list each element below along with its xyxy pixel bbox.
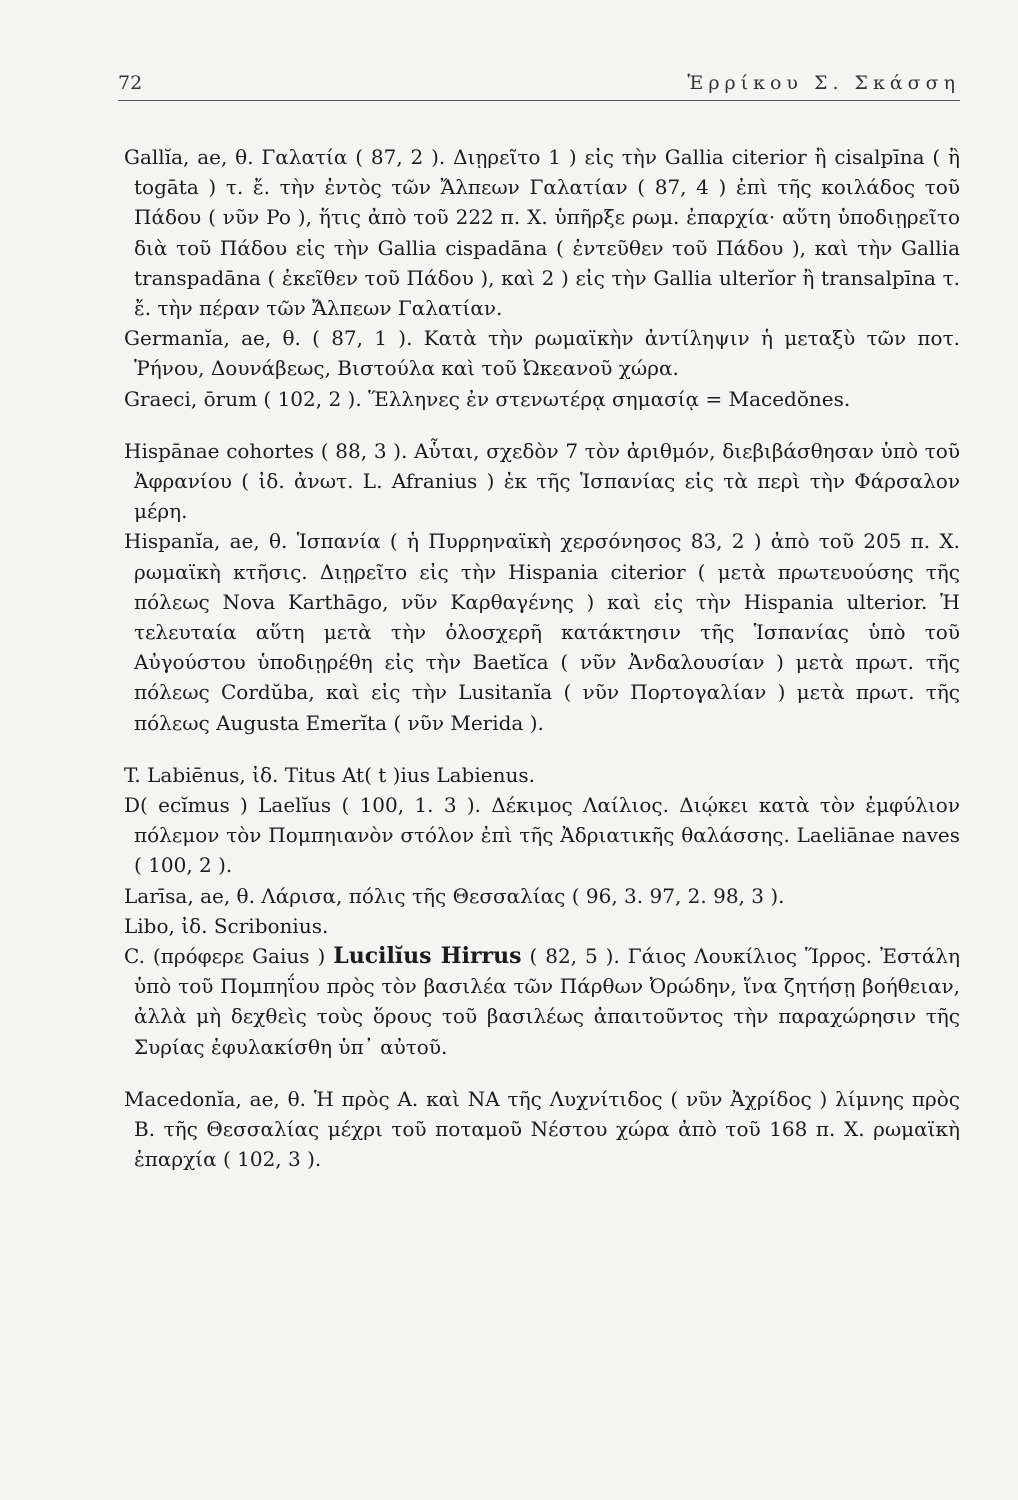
entry-hispanae-cohortes: Hispānae cohortes ( 88, 3 ). Αὗται, σχεδὸν 7 τὸν ἀριθμόν, διεβιβάσθησαν ὑπὸ τοῦ Ἀφρανίου ( ἰδ. ἀνωτ. L. Afranius ) ἐκ τῆς Ἱσπανίας εἰς τὰ περὶ τὴν Φάρσαλον μέρη. xyxy=(124,438,960,524)
entry-hispania: Hispanĭa, ae, θ. Ἱσπανία ( ἡ Πυρρηναϊκὴ χερσόνησος 83, 2 ) ἀπὸ τοῦ 205 π. Χ. ρωμαϊκὴ κτῆσις. Διῃρεῖτο εἰς τὴν Hispania citerior ( μετὰ πρωτευούσης τῆς πόλεως Nova Karthāgo, νῦν Καρθαγένης ) καὶ εἰς τὴν Hispania ulterior. Ἡ τελευταία αὕτη μετὰ τὴν ὁλοσχερῆ κατάκτησιν τῆς Ἱσπανίας ὑπὸ τοῦ Αὐγούστου ὑποδιῃρέθη εἰς τὴν Baetĭca ( νῦν Ἀνδαλουσίαν ) μετὰ πρωτ. τῆς πόλεως Cordŭba, καὶ εἰς τὴν Lusitanĭa ( νῦν Πορτογαλίαν ) μετὰ πρωτ. τῆς πόλεως Augusta Emerĭta ( νῦν Merida ). xyxy=(124,529,960,735)
entry-macedonia: Macedonĭa, ae, θ. Ἡ πρὸς Α. καὶ ΝΑ τῆς Λυχνίτιδος ( νῦν Ἀχρίδος ) λίμνης πρὸς Β. τῆς Θεσσαλίας μέχρι τοῦ ποταμοῦ Νέστου χώρα ἀπὸ τοῦ 168 π. Χ. ρωμαϊκὴ ἐπαρχία ( 102, 3 ). xyxy=(124,1086,960,1172)
page-header xyxy=(118,72,960,101)
entry-libo: Libo, ἰδ. Scribonius. xyxy=(124,913,329,938)
entry-laelius: D( ecĭmus ) Laelĭus ( 100, 1. 3 ). Δέκιμος Λαίλιος. Διῴκει κατὰ τὸν ἐμφύλιον πόλεμον τὸν Πομπηιανὸν στόλον ἐπὶ τῆς Ἀδριατικῆς θαλάσσης. Laeliānae naves ( 100, 2 ). xyxy=(124,793,960,878)
entry-gallia: Gallĭa, ae, θ. Γαλατία ( 87, 2 ). Διῃρεῖτο 1 ) εἰς τὴν Gallia citerior ἢ cisalpīna ( ἢ togāta ) τ. ἔ. τὴν ἐντὸς τῶν Ἄλπεων Γαλατίαν ( 87, 4 ) ἐπὶ τῆς κοιλάδος τοῦ Πάδου ( νῦν Po ), ἥτις ἀπὸ τοῦ 222 π. Χ. ὑπῆρξε ρωμ. ἐπαρχία· αὕτη ὑποδιῃρεῖτο διὰ τοῦ Πάδου εἰς τὴν Gallia cispadāna ( ἐντεῦθεν τοῦ Πάδου ), καὶ τὴν Gallia transpadāna ( ἐκεῖθεν τοῦ Πάδου ), καὶ 2 ) εἰς τὴν Gallia ulterĭor ἢ transalpīna τ. ἔ. τὴν πέραν τῶν Ἄλπεων Γαλατίαν. xyxy=(124,145,960,321)
entry-lucilius-post: ( 82, 5 ). Γάιος Λουκίλιος Ἵρρος. Ἐστάλη ὑπὸ τοῦ Πομπηΐου πρὸς τὸν βασιλέα τῶν Πάρθων Ὀρώδην, ἵνα ζητήσῃ βοήθειαν, ἀλλὰ μὴ δεχθεὶς τοὺς ὅρους τοῦ βασιλέως ἀπαιτοῦντος τὴν παραχώρησιν τῆς Συρίας ἐφυλακίσθη ὑπ᾽ αὐτοῦ. xyxy=(134,944,960,1059)
running-head: Ἑρρίκου Σ. Σκάσση xyxy=(687,72,960,94)
page-number: 72 xyxy=(118,72,143,94)
entry-labienus: T. Labiēnus, ἰδ. Titus At( t )ius Labienus. xyxy=(124,762,535,787)
entry-lucilius-pre: C. (πρόφερε Gaius ) xyxy=(124,944,334,969)
entry-germania: Germanĭa, ae, θ. ( 87, 1 ). Κατὰ τὴν ρωμαϊκὴν ἀντίληψιν ἡ μεταξὺ τῶν ποτ. Ῥήνου, Δουνάβεως, Βιστούλα καὶ τοῦ Ὠκεανοῦ χώρα. xyxy=(124,326,960,381)
glossary-entries xyxy=(124,142,960,1175)
entry-lucilius-hirrus xyxy=(124,941,960,1062)
entry-lucilius-headword: Lucilĭus Hirrus xyxy=(333,943,522,970)
entry-graeci: Graeci, ōrum ( 102, 2 ). Ἕλληνες ἐν στενωτέρᾳ σημασίᾳ = Macedŏnes. xyxy=(124,386,851,411)
entry-larisa: Larīsa, ae, θ. Λάρισα, πόλις τῆς Θεσσαλίας ( 96, 3. 97, 2. 98, 3 ). xyxy=(124,883,785,908)
